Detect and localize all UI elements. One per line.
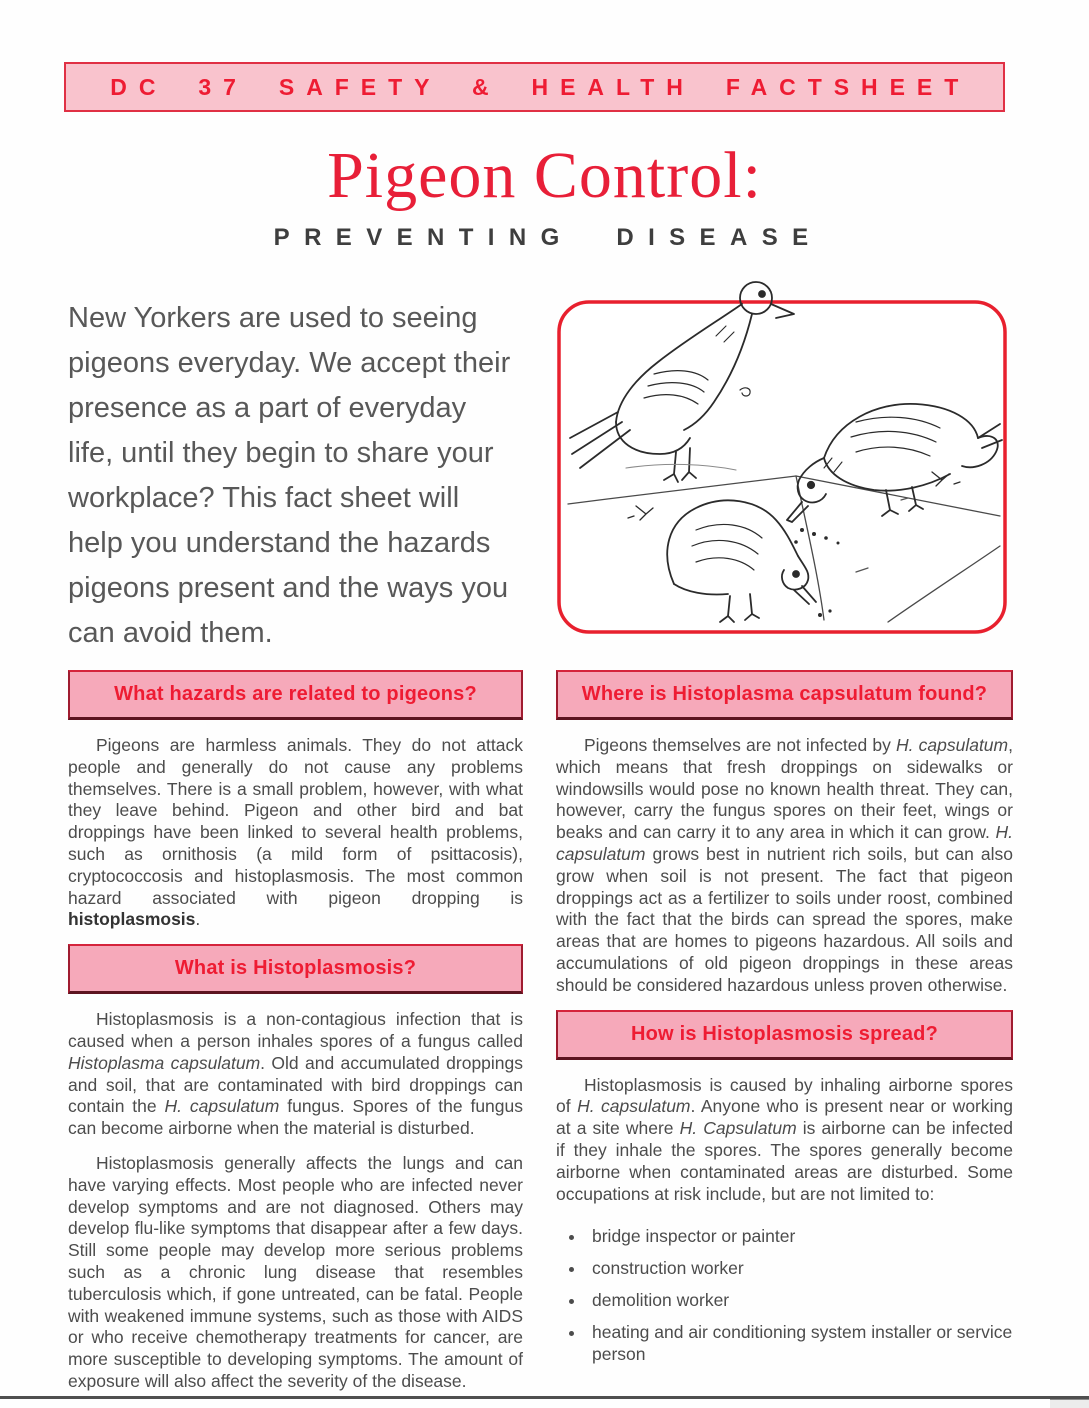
left-column [68, 670, 523, 1406]
text-segment: Pigeons themselves are not infected by [584, 735, 896, 755]
occupation-item: • heating and air conditioning system installer or service person [586, 1321, 1013, 1365]
occupations-list [562, 1225, 1013, 1365]
section-heading-text: What is Histoplasmosis? [174, 957, 417, 980]
text-segment: . [195, 909, 201, 930]
banner-title: DC 37 SAFETY & HEALTH FACTSHEET [110, 73, 971, 100]
text-segment: H. capsulatum [895, 735, 1009, 755]
text-segment: Histoplasmosis generally affects the lungs and can have varying effects. Most people who are infected never develop symptoms and are not diagnosed. Others may develop flu-like symptoms that disappear after a few days. Still some people may develop more serious problems such as a chronic lung disease that resembles tuberculosis which, if gone untreated, can be fatal. People with weakened immune systems, such as those with AIDS or who receive chemotherapy treatments for cancer, are more susceptible to developing symptoms. The amount of exposure will also affect the severity of the disease. [68, 1152, 523, 1391]
paragraph-where-found [556, 735, 1013, 997]
section-heading-text: How is Histoplasmosis spread? [631, 1022, 938, 1045]
text-segment: H. capsulatum [164, 1096, 280, 1117]
text-segment: . Old and accumulated droppings and soil, that are contaminated with bird droppings can contain the [68, 1052, 524, 1117]
text-segment: Histoplasmosis is a non-contagious infection that is caused when a person inhales spores of a fungus called [68, 1009, 523, 1051]
text-segment: . Anyone who is present near or working at a site where [556, 1096, 1013, 1139]
text-segment: grows best in nutrient rich soils, but can also grow when soil is not present. The fact that pigeon droppings act as a fertilizer to soils under roost, combined with the fact that the birds can spread the spores, make areas that are homes to pigeons hazardous. All soils and accumulations of old pigeon droppings in these areas should be considered hazardous unless proven otherwise. [556, 843, 1013, 995]
paragraph-histoplasmosis-1 [68, 1009, 523, 1140]
section-header-hazards [68, 670, 523, 720]
text-segment: Histoplasma capsulatum [68, 1052, 261, 1073]
text-segment: H. Capsulatum [679, 1118, 797, 1139]
section-heading-text: Where is Histoplasma capsulatum found? [581, 683, 988, 705]
occupation-item: • construction worker [586, 1257, 1013, 1279]
section-heading-text: What hazards are related to pigeons? [114, 683, 477, 705]
scan-bottom-edge [0, 1396, 1089, 1399]
text-segment: fungus. Spores of the fungus can become airborne when the material is disturbed. [68, 1096, 523, 1139]
text-segment: Histoplasmosis is caused by inhaling airborne spores of [556, 1074, 1013, 1117]
section-header-where-found [556, 670, 1013, 720]
page-title: Pigeon Control: [327, 139, 762, 212]
illustration-frame [559, 302, 1005, 632]
page-subtitle: PREVENTING DISEASE [273, 224, 823, 251]
section-header-what-is-histoplasmosis [68, 944, 523, 994]
intro-paragraph: New Yorkers are used to seeing pigeons everyday. We accept their presence as a part of everyday life, until they begin to share your workplace? This fact sheet will help you understand the hazards pigeons present and the ways you can avoid them. [68, 302, 511, 649]
factsheet-banner [64, 62, 1005, 112]
text-segment: Pigeons are harmless animals. They do not attack people and generally do not cause any problems themselves. There is a small problem, however, with what they leave behind. Pigeon and other bird and bat droppings have been linked to several health problems, such as ornithosis (a mild form of psittacosis), cryptococcosis and histoplasmosis. The most common hazard associated with pigeon dropping is [68, 735, 523, 908]
paragraph-how-spread [556, 1075, 1013, 1206]
text-segment: , which means that fresh droppings on sidewalks or windowsills would pose no known health threat. They can, however, carry the fungus spores on their feet, wings or beaks and can carry it to any area in which it can grow. [556, 735, 1013, 843]
paragraph-hazards [68, 735, 523, 931]
text-segment: is airborne can be infected if they inhale the spores. The spores generally become airborne when contaminated areas are disturbed. Some occupations at risk include, but are not limited to: [556, 1118, 1014, 1204]
right-column [556, 670, 1013, 1375]
text-segment: H. capsulatum [556, 822, 1013, 864]
pigeons-illustration [556, 262, 1008, 635]
occupation-item: • demolition worker [586, 1289, 1013, 1311]
text-segment: histoplasmosis [68, 909, 196, 930]
section-header-how-spread [556, 1010, 1013, 1060]
scan-bottom-corner-mark [1050, 1399, 1089, 1408]
text-segment: H. capsulatum [577, 1096, 691, 1117]
occupation-item: • bridge inspector or painter [586, 1225, 1013, 1247]
paragraph-histoplasmosis-2 [68, 1153, 523, 1393]
